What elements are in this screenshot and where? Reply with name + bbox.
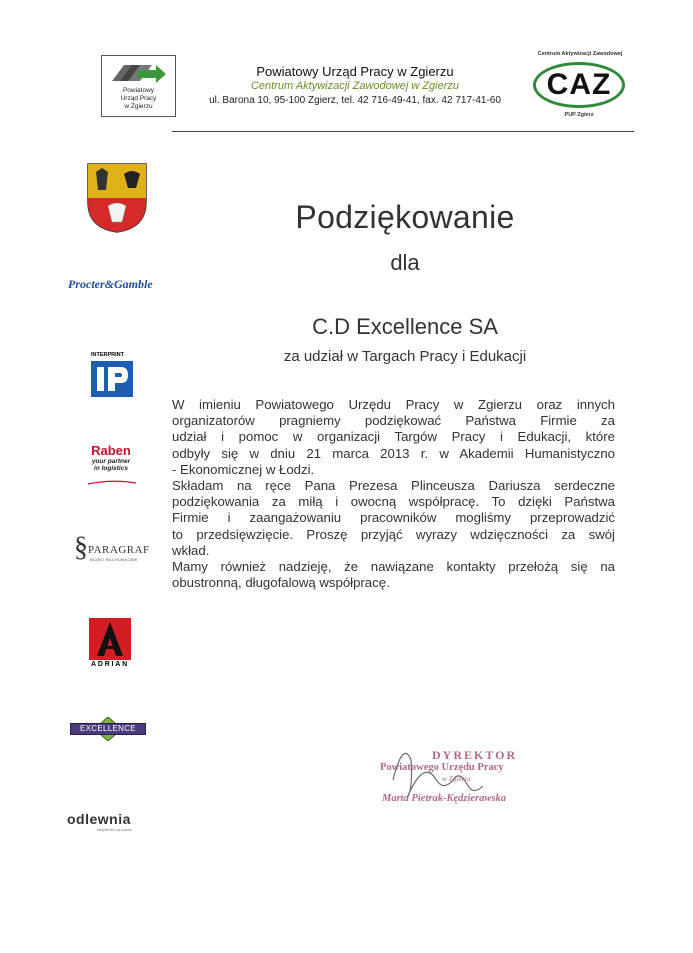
pup-logo-line: Urząd Pracy bbox=[120, 95, 157, 102]
letter-body bbox=[172, 397, 615, 591]
adrian-logo bbox=[89, 618, 131, 668]
recipient-company: C.D Excellence SA bbox=[312, 314, 498, 339]
excellence-name: EXCELLENCE bbox=[80, 724, 136, 733]
raben-logo bbox=[80, 443, 142, 490]
page-title: Podziękowanie bbox=[295, 199, 515, 235]
body-line: wkład. bbox=[172, 542, 210, 558]
raben-name: Raben bbox=[91, 443, 131, 458]
paragraf-sub: BIURO RACHUNKOWE bbox=[90, 557, 138, 562]
interprint-ip-icon bbox=[91, 361, 133, 397]
body-line: odbyły się w dniu 21 marca 2013 r. w Akademii Humanistyczno bbox=[172, 445, 615, 461]
body-line: udział i pomoc w organizacji Targów Pracy i Edukacji, które bbox=[172, 429, 615, 445]
adrian-name: ADRIAN bbox=[90, 661, 130, 668]
body-line: obustronną, długofalową współpracę. bbox=[172, 575, 390, 591]
adrian-a-icon bbox=[89, 618, 131, 660]
body-line: podziękowania za miłą i owocną współpracę. To dzięki Państwa bbox=[172, 494, 615, 510]
caz-logo: CAZ bbox=[533, 62, 625, 108]
interprint-label: INTERPRINT bbox=[91, 352, 124, 358]
stamp-office: Powiatowego Urzędu Pracy bbox=[380, 762, 504, 773]
procter-gamble-logo: Procter&Gamble bbox=[68, 277, 153, 291]
caz-top-label: Centrum Aktywizacji Zawodowej bbox=[537, 51, 623, 57]
body-line: to przedsięwzięcie. Proszę przyjąć wyrazy wdzięczności za swój bbox=[172, 526, 615, 542]
odlewnia-logo bbox=[67, 811, 132, 832]
pup-logo-line: w Zgierzu bbox=[124, 103, 153, 110]
org-address: ul. Barona 10, 95-100 Zgierz, tel. 42 716-49-41, fax. 42 717-41-60 bbox=[209, 95, 501, 106]
body-line: Firmie i zaangażowaniu pracowników mogliśmy przeprowadzić bbox=[172, 510, 615, 526]
title-for: dla bbox=[390, 250, 420, 275]
pup-house-arrow-icon bbox=[108, 59, 168, 87]
body-line: Mamy również nadzieję, że nawiązane kontakty przełożą się na bbox=[172, 559, 615, 575]
raben-tagline-line: your partner bbox=[91, 458, 131, 465]
paragraph-sign-icon: § bbox=[74, 532, 88, 563]
stamp-location: w Zgierzu bbox=[442, 775, 471, 783]
caz-bottom-label: PUP Zgierz bbox=[564, 112, 594, 118]
stamp-title: DYREKTOR bbox=[432, 748, 518, 762]
coat-of-arms-icon bbox=[86, 162, 148, 239]
header-divider bbox=[172, 131, 634, 132]
body-line: W imieniu Powiatowego Urzędu Pracy w Zgierzu oraz innych bbox=[172, 397, 615, 412]
body-line: Składam na ręce Pana Prezesa Plinceusza Dariusza serdeczne bbox=[172, 478, 615, 494]
raben-swoosh-icon bbox=[80, 480, 142, 485]
raben-tagline-line: in logistics bbox=[94, 465, 128, 472]
stamp-name: Marta Pietrak-Kędzierawska bbox=[382, 793, 506, 804]
body-line: organizatorów pragniemy podziękować Państwa Firmie za bbox=[172, 413, 615, 429]
org-subtitle: Centrum Aktywizacji Zawodowej w Zgierzu bbox=[250, 80, 460, 92]
pup-logo-line: Powiatowy bbox=[122, 87, 155, 94]
interprint-logo bbox=[91, 352, 133, 397]
award-reason: za udział w Targach Pracy i Edukacji bbox=[283, 348, 527, 365]
odlewnia-sub: fabryka idei na ścianie bbox=[97, 828, 132, 832]
pup-logo bbox=[101, 55, 176, 117]
org-name: Powiatowy Urząd Pracy w Zgierzu bbox=[256, 64, 454, 79]
odlewnia-name: odlewnia bbox=[67, 811, 131, 827]
body-line: - Ekonomicznej w Łodzi. bbox=[172, 461, 315, 477]
paragraf-name: PARAGRAF bbox=[88, 544, 150, 556]
